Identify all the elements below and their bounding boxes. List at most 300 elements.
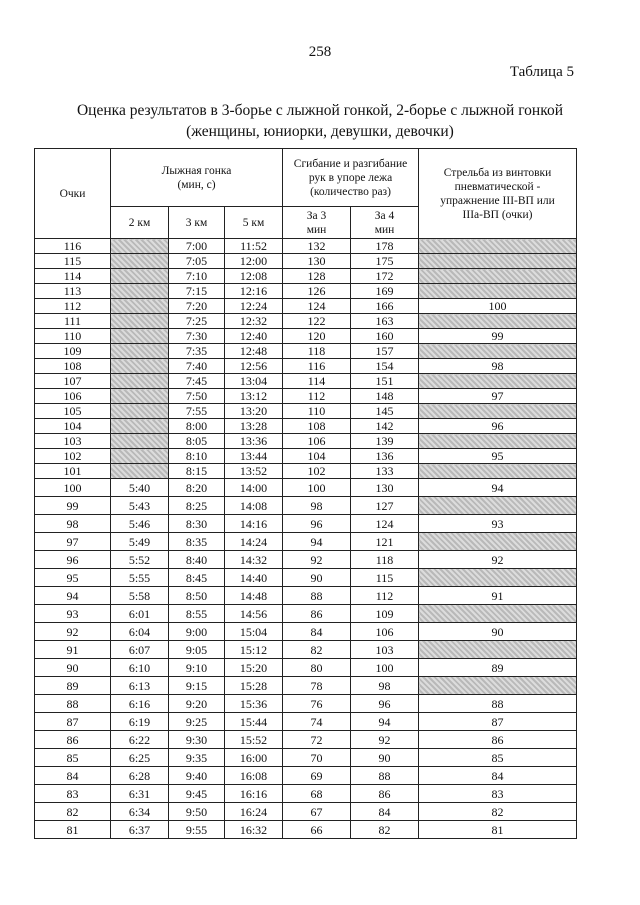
cell-ski-2km bbox=[111, 254, 169, 269]
cell-pushups-4min: 84 bbox=[351, 803, 419, 821]
cell-shooting: 83 bbox=[419, 785, 577, 803]
cell-pushups-4min: 136 bbox=[351, 449, 419, 464]
header-ski-5km: 5 км bbox=[225, 207, 283, 239]
table-row bbox=[35, 374, 577, 389]
header-ski-2km: 2 км bbox=[111, 207, 169, 239]
title-line-1: Оценка результатов в 3-борье с лыжной гонкой, 2-борье с лыжной гонкой bbox=[76, 102, 564, 119]
cell-ski-5km: 15:44 bbox=[225, 713, 283, 731]
cell-pushups-4min: 86 bbox=[351, 785, 419, 803]
cell-shooting bbox=[419, 641, 577, 659]
cell-shooting bbox=[419, 254, 577, 269]
cell-ski-3km: 9:40 bbox=[169, 767, 225, 785]
cell-pushups-4min: 118 bbox=[351, 551, 419, 569]
cell-pushups-4min: 82 bbox=[351, 821, 419, 839]
cell-shooting: 86 bbox=[419, 731, 577, 749]
cell-ski-2km bbox=[111, 269, 169, 284]
cell-shooting bbox=[419, 464, 577, 479]
cell-pushups-3min: 116 bbox=[283, 359, 351, 374]
cell-points: 87 bbox=[35, 713, 111, 731]
cell-pushups-4min: 145 bbox=[351, 404, 419, 419]
cell-ski-3km: 9:00 bbox=[169, 623, 225, 641]
cell-ski-5km: 14:08 bbox=[225, 497, 283, 515]
cell-points: 113 bbox=[35, 284, 111, 299]
cell-pushups-4min: 98 bbox=[351, 677, 419, 695]
cell-shooting bbox=[419, 677, 577, 695]
header-ski-3km: 3 км bbox=[169, 207, 225, 239]
cell-ski-2km: 6:37 bbox=[111, 821, 169, 839]
cell-ski-3km: 8:20 bbox=[169, 479, 225, 497]
table-row bbox=[35, 419, 577, 434]
cell-shooting bbox=[419, 344, 577, 359]
cell-points: 96 bbox=[35, 551, 111, 569]
cell-ski-2km: 6:13 bbox=[111, 677, 169, 695]
cell-pushups-3min: 98 bbox=[283, 497, 351, 515]
header-shooting: Стрельба из винтовки пневматической - упражнение III-ВП или IIIa-ВП (очки) bbox=[419, 149, 577, 239]
cell-shooting: 88 bbox=[419, 695, 577, 713]
table-row bbox=[35, 695, 577, 713]
cell-ski-2km: 6:25 bbox=[111, 749, 169, 767]
cell-pushups-4min: 172 bbox=[351, 269, 419, 284]
cell-points: 115 bbox=[35, 254, 111, 269]
cell-pushups-3min: 126 bbox=[283, 284, 351, 299]
table-row bbox=[35, 359, 577, 374]
header-pushups: Сгибание и разгибание рук в упоре лежа (количество раз) bbox=[283, 149, 419, 207]
cell-ski-5km: 12:16 bbox=[225, 284, 283, 299]
table-title bbox=[0, 100, 640, 142]
cell-points: 89 bbox=[35, 677, 111, 695]
cell-points: 83 bbox=[35, 785, 111, 803]
cell-shooting: 93 bbox=[419, 515, 577, 533]
cell-points: 110 bbox=[35, 329, 111, 344]
cell-points: 81 bbox=[35, 821, 111, 839]
cell-points: 107 bbox=[35, 374, 111, 389]
cell-ski-3km: 7:10 bbox=[169, 269, 225, 284]
cell-ski-3km: 8:25 bbox=[169, 497, 225, 515]
title-line-2: (женщины, юниорки, девушки, девочки) bbox=[186, 123, 454, 140]
table-row bbox=[35, 329, 577, 344]
cell-ski-2km: 6:22 bbox=[111, 731, 169, 749]
cell-ski-2km: 6:01 bbox=[111, 605, 169, 623]
cell-shooting bbox=[419, 404, 577, 419]
cell-ski-2km: 5:46 bbox=[111, 515, 169, 533]
cell-pushups-4min: 96 bbox=[351, 695, 419, 713]
cell-points: 99 bbox=[35, 497, 111, 515]
table-row bbox=[35, 623, 577, 641]
cell-pushups-4min: 121 bbox=[351, 533, 419, 551]
cell-ski-5km: 13:04 bbox=[225, 374, 283, 389]
cell-shooting bbox=[419, 284, 577, 299]
results-table bbox=[34, 148, 577, 839]
cell-pushups-4min: 115 bbox=[351, 569, 419, 587]
cell-ski-3km: 7:30 bbox=[169, 329, 225, 344]
table-row bbox=[35, 515, 577, 533]
cell-pushups-3min: 82 bbox=[283, 641, 351, 659]
cell-pushups-4min: 88 bbox=[351, 767, 419, 785]
cell-pushups-4min: 142 bbox=[351, 419, 419, 434]
cell-ski-2km: 6:19 bbox=[111, 713, 169, 731]
cell-ski-5km: 16:08 bbox=[225, 767, 283, 785]
table-row bbox=[35, 605, 577, 623]
cell-shooting: 96 bbox=[419, 419, 577, 434]
table-row bbox=[35, 344, 577, 359]
cell-ski-5km: 16:00 bbox=[225, 749, 283, 767]
cell-ski-3km: 9:15 bbox=[169, 677, 225, 695]
cell-ski-3km: 7:00 bbox=[169, 239, 225, 254]
cell-ski-2km: 6:28 bbox=[111, 767, 169, 785]
cell-ski-3km: 7:55 bbox=[169, 404, 225, 419]
cell-pushups-3min: 132 bbox=[283, 239, 351, 254]
header-pushups-3min: За 3 мин bbox=[283, 207, 351, 239]
cell-points: 112 bbox=[35, 299, 111, 314]
cell-points: 108 bbox=[35, 359, 111, 374]
cell-pushups-3min: 90 bbox=[283, 569, 351, 587]
cell-pushups-4min: 94 bbox=[351, 713, 419, 731]
cell-ski-2km bbox=[111, 434, 169, 449]
table-row bbox=[35, 533, 577, 551]
cell-pushups-3min: 70 bbox=[283, 749, 351, 767]
cell-pushups-4min: 112 bbox=[351, 587, 419, 605]
cell-ski-5km: 14:32 bbox=[225, 551, 283, 569]
cell-ski-5km: 12:24 bbox=[225, 299, 283, 314]
cell-points: 105 bbox=[35, 404, 111, 419]
cell-ski-2km bbox=[111, 299, 169, 314]
cell-pushups-3min: 110 bbox=[283, 404, 351, 419]
cell-ski-5km: 12:56 bbox=[225, 359, 283, 374]
cell-ski-3km: 7:40 bbox=[169, 359, 225, 374]
header-points: Очки bbox=[35, 149, 111, 239]
cell-ski-5km: 15:28 bbox=[225, 677, 283, 695]
cell-ski-3km: 8:55 bbox=[169, 605, 225, 623]
table-row bbox=[35, 713, 577, 731]
cell-ski-5km: 15:12 bbox=[225, 641, 283, 659]
cell-ski-2km bbox=[111, 389, 169, 404]
cell-ski-3km: 9:45 bbox=[169, 785, 225, 803]
table-row bbox=[35, 404, 577, 419]
cell-pushups-4min: 169 bbox=[351, 284, 419, 299]
cell-pushups-4min: 100 bbox=[351, 659, 419, 677]
cell-points: 90 bbox=[35, 659, 111, 677]
cell-points: 103 bbox=[35, 434, 111, 449]
cell-pushups-4min: 139 bbox=[351, 434, 419, 449]
cell-shooting: 100 bbox=[419, 299, 577, 314]
cell-pushups-3min: 106 bbox=[283, 434, 351, 449]
cell-pushups-3min: 102 bbox=[283, 464, 351, 479]
cell-shooting bbox=[419, 314, 577, 329]
cell-ski-3km: 7:50 bbox=[169, 389, 225, 404]
cell-pushups-3min: 92 bbox=[283, 551, 351, 569]
cell-ski-3km: 8:40 bbox=[169, 551, 225, 569]
cell-ski-2km: 5:49 bbox=[111, 533, 169, 551]
cell-ski-3km: 9:50 bbox=[169, 803, 225, 821]
cell-points: 94 bbox=[35, 587, 111, 605]
cell-shooting: 85 bbox=[419, 749, 577, 767]
cell-points: 102 bbox=[35, 449, 111, 464]
cell-ski-2km bbox=[111, 314, 169, 329]
cell-ski-2km: 6:07 bbox=[111, 641, 169, 659]
cell-shooting: 87 bbox=[419, 713, 577, 731]
cell-ski-2km bbox=[111, 419, 169, 434]
cell-ski-5km: 14:00 bbox=[225, 479, 283, 497]
cell-pushups-3min: 112 bbox=[283, 389, 351, 404]
cell-ski-5km: 12:40 bbox=[225, 329, 283, 344]
cell-ski-3km: 8:05 bbox=[169, 434, 225, 449]
cell-points: 100 bbox=[35, 479, 111, 497]
cell-ski-3km: 8:50 bbox=[169, 587, 225, 605]
cell-ski-3km: 8:30 bbox=[169, 515, 225, 533]
cell-ski-3km: 7:05 bbox=[169, 254, 225, 269]
cell-shooting: 84 bbox=[419, 767, 577, 785]
cell-points: 85 bbox=[35, 749, 111, 767]
table-row bbox=[35, 497, 577, 515]
cell-shooting bbox=[419, 374, 577, 389]
cell-ski-5km: 13:36 bbox=[225, 434, 283, 449]
table-row bbox=[35, 731, 577, 749]
cell-ski-5km: 14:48 bbox=[225, 587, 283, 605]
cell-pushups-3min: 96 bbox=[283, 515, 351, 533]
cell-ski-5km: 13:44 bbox=[225, 449, 283, 464]
cell-ski-3km: 8:15 bbox=[169, 464, 225, 479]
cell-ski-2km bbox=[111, 239, 169, 254]
cell-pushups-3min: 128 bbox=[283, 269, 351, 284]
cell-pushups-3min: 124 bbox=[283, 299, 351, 314]
cell-ski-5km: 11:52 bbox=[225, 239, 283, 254]
cell-pushups-3min: 78 bbox=[283, 677, 351, 695]
cell-ski-5km: 15:20 bbox=[225, 659, 283, 677]
cell-ski-2km bbox=[111, 359, 169, 374]
cell-ski-2km bbox=[111, 284, 169, 299]
cell-pushups-4min: 106 bbox=[351, 623, 419, 641]
cell-ski-3km: 8:45 bbox=[169, 569, 225, 587]
cell-ski-2km bbox=[111, 344, 169, 359]
table-row bbox=[35, 314, 577, 329]
cell-points: 109 bbox=[35, 344, 111, 359]
table-row bbox=[35, 641, 577, 659]
cell-pushups-4min: 109 bbox=[351, 605, 419, 623]
cell-shooting bbox=[419, 497, 577, 515]
cell-shooting: 90 bbox=[419, 623, 577, 641]
cell-pushups-3min: 80 bbox=[283, 659, 351, 677]
cell-pushups-4min: 133 bbox=[351, 464, 419, 479]
cell-ski-2km: 6:34 bbox=[111, 803, 169, 821]
cell-ski-5km: 15:04 bbox=[225, 623, 283, 641]
cell-ski-2km bbox=[111, 449, 169, 464]
cell-points: 106 bbox=[35, 389, 111, 404]
cell-ski-5km: 14:56 bbox=[225, 605, 283, 623]
cell-pushups-4min: 157 bbox=[351, 344, 419, 359]
cell-ski-3km: 9:25 bbox=[169, 713, 225, 731]
cell-ski-3km: 9:10 bbox=[169, 659, 225, 677]
cell-ski-3km: 9:55 bbox=[169, 821, 225, 839]
cell-pushups-4min: 163 bbox=[351, 314, 419, 329]
cell-points: 82 bbox=[35, 803, 111, 821]
header-pushups-4min: За 4 мин bbox=[351, 207, 419, 239]
cell-ski-3km: 7:35 bbox=[169, 344, 225, 359]
cell-ski-2km: 6:10 bbox=[111, 659, 169, 677]
cell-ski-2km: 5:58 bbox=[111, 587, 169, 605]
cell-ski-5km: 16:16 bbox=[225, 785, 283, 803]
cell-pushups-3min: 84 bbox=[283, 623, 351, 641]
cell-pushups-3min: 76 bbox=[283, 695, 351, 713]
cell-ski-2km: 6:31 bbox=[111, 785, 169, 803]
cell-points: 116 bbox=[35, 239, 111, 254]
cell-ski-5km: 15:36 bbox=[225, 695, 283, 713]
cell-pushups-4min: 130 bbox=[351, 479, 419, 497]
cell-pushups-4min: 148 bbox=[351, 389, 419, 404]
cell-pushups-4min: 166 bbox=[351, 299, 419, 314]
cell-pushups-3min: 94 bbox=[283, 533, 351, 551]
cell-ski-5km: 14:24 bbox=[225, 533, 283, 551]
cell-ski-2km bbox=[111, 404, 169, 419]
cell-ski-2km bbox=[111, 329, 169, 344]
cell-pushups-3min: 130 bbox=[283, 254, 351, 269]
table-label: Таблица 5 bbox=[509, 64, 574, 80]
cell-shooting: 81 bbox=[419, 821, 577, 839]
cell-ski-5km: 12:08 bbox=[225, 269, 283, 284]
cell-points: 101 bbox=[35, 464, 111, 479]
cell-ski-2km bbox=[111, 464, 169, 479]
table-row bbox=[35, 803, 577, 821]
table-body bbox=[35, 239, 577, 839]
cell-ski-3km: 9:30 bbox=[169, 731, 225, 749]
cell-shooting: 94 bbox=[419, 479, 577, 497]
table-row bbox=[35, 284, 577, 299]
cell-points: 95 bbox=[35, 569, 111, 587]
cell-shooting bbox=[419, 269, 577, 284]
cell-ski-2km: 5:52 bbox=[111, 551, 169, 569]
cell-ski-3km: 9:20 bbox=[169, 695, 225, 713]
table-row bbox=[35, 569, 577, 587]
cell-points: 114 bbox=[35, 269, 111, 284]
cell-ski-5km: 13:52 bbox=[225, 464, 283, 479]
cell-pushups-4min: 103 bbox=[351, 641, 419, 659]
cell-shooting: 99 bbox=[419, 329, 577, 344]
table-row bbox=[35, 587, 577, 605]
cell-points: 97 bbox=[35, 533, 111, 551]
cell-pushups-4min: 160 bbox=[351, 329, 419, 344]
table-row bbox=[35, 389, 577, 404]
cell-points: 98 bbox=[35, 515, 111, 533]
cell-pushups-3min: 68 bbox=[283, 785, 351, 803]
cell-pushups-3min: 67 bbox=[283, 803, 351, 821]
cell-pushups-4min: 151 bbox=[351, 374, 419, 389]
page-number: 258 bbox=[308, 44, 332, 60]
cell-ski-3km: 9:05 bbox=[169, 641, 225, 659]
table-row bbox=[35, 551, 577, 569]
cell-ski-5km: 15:52 bbox=[225, 731, 283, 749]
cell-ski-3km: 8:10 bbox=[169, 449, 225, 464]
table-row bbox=[35, 677, 577, 695]
table-row bbox=[35, 449, 577, 464]
cell-ski-3km: 8:00 bbox=[169, 419, 225, 434]
cell-ski-2km: 6:04 bbox=[111, 623, 169, 641]
cell-shooting bbox=[419, 533, 577, 551]
cell-ski-5km: 16:24 bbox=[225, 803, 283, 821]
table-row bbox=[35, 299, 577, 314]
cell-ski-2km bbox=[111, 374, 169, 389]
cell-pushups-4min: 92 bbox=[351, 731, 419, 749]
cell-pushups-4min: 90 bbox=[351, 749, 419, 767]
cell-pushups-3min: 118 bbox=[283, 344, 351, 359]
cell-shooting: 89 bbox=[419, 659, 577, 677]
cell-points: 92 bbox=[35, 623, 111, 641]
cell-points: 86 bbox=[35, 731, 111, 749]
cell-pushups-3min: 74 bbox=[283, 713, 351, 731]
cell-pushups-3min: 66 bbox=[283, 821, 351, 839]
table-row bbox=[35, 269, 577, 284]
cell-points: 93 bbox=[35, 605, 111, 623]
cell-ski-5km: 14:16 bbox=[225, 515, 283, 533]
cell-ski-2km: 6:16 bbox=[111, 695, 169, 713]
cell-ski-2km: 5:55 bbox=[111, 569, 169, 587]
cell-pushups-4min: 178 bbox=[351, 239, 419, 254]
cell-ski-5km: 12:32 bbox=[225, 314, 283, 329]
cell-points: 111 bbox=[35, 314, 111, 329]
cell-pushups-3min: 88 bbox=[283, 587, 351, 605]
cell-shooting bbox=[419, 569, 577, 587]
table-row bbox=[35, 749, 577, 767]
table-row bbox=[35, 767, 577, 785]
cell-pushups-3min: 100 bbox=[283, 479, 351, 497]
cell-ski-3km: 9:35 bbox=[169, 749, 225, 767]
cell-pushups-4min: 124 bbox=[351, 515, 419, 533]
cell-pushups-3min: 69 bbox=[283, 767, 351, 785]
cell-ski-5km: 12:00 bbox=[225, 254, 283, 269]
cell-points: 84 bbox=[35, 767, 111, 785]
cell-pushups-4min: 175 bbox=[351, 254, 419, 269]
cell-points: 91 bbox=[35, 641, 111, 659]
table-row bbox=[35, 821, 577, 839]
cell-shooting bbox=[419, 239, 577, 254]
table-row bbox=[35, 785, 577, 803]
cell-ski-3km: 7:20 bbox=[169, 299, 225, 314]
table-row bbox=[35, 434, 577, 449]
cell-ski-5km: 14:40 bbox=[225, 569, 283, 587]
cell-shooting: 82 bbox=[419, 803, 577, 821]
header-ski-race: Лыжная гонка (мин, с) bbox=[111, 149, 283, 207]
cell-pushups-3min: 86 bbox=[283, 605, 351, 623]
cell-shooting bbox=[419, 434, 577, 449]
cell-ski-2km: 5:43 bbox=[111, 497, 169, 515]
cell-pushups-4min: 154 bbox=[351, 359, 419, 374]
table-row bbox=[35, 659, 577, 677]
table-row bbox=[35, 464, 577, 479]
cell-pushups-4min: 127 bbox=[351, 497, 419, 515]
cell-ski-3km: 7:15 bbox=[169, 284, 225, 299]
cell-ski-5km: 13:28 bbox=[225, 419, 283, 434]
cell-shooting: 92 bbox=[419, 551, 577, 569]
cell-ski-2km: 5:40 bbox=[111, 479, 169, 497]
cell-points: 88 bbox=[35, 695, 111, 713]
cell-shooting: 91 bbox=[419, 587, 577, 605]
cell-shooting bbox=[419, 605, 577, 623]
cell-shooting: 95 bbox=[419, 449, 577, 464]
cell-shooting: 98 bbox=[419, 359, 577, 374]
table-row bbox=[35, 239, 577, 254]
cell-points: 104 bbox=[35, 419, 111, 434]
cell-ski-5km: 13:20 bbox=[225, 404, 283, 419]
cell-pushups-3min: 120 bbox=[283, 329, 351, 344]
cell-ski-5km: 16:32 bbox=[225, 821, 283, 839]
table-row bbox=[35, 254, 577, 269]
cell-ski-3km: 7:45 bbox=[169, 374, 225, 389]
cell-pushups-3min: 72 bbox=[283, 731, 351, 749]
cell-pushups-3min: 108 bbox=[283, 419, 351, 434]
table-row bbox=[35, 479, 577, 497]
cell-ski-3km: 7:25 bbox=[169, 314, 225, 329]
cell-pushups-3min: 104 bbox=[283, 449, 351, 464]
cell-pushups-3min: 114 bbox=[283, 374, 351, 389]
cell-ski-5km: 12:48 bbox=[225, 344, 283, 359]
